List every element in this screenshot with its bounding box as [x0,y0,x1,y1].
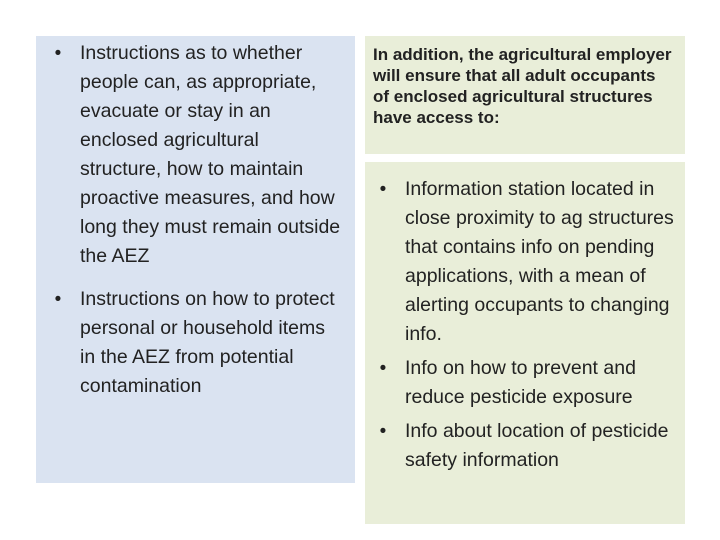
right-header-panel [365,36,685,154]
list-item-text: Info about location of pesticide safety information [405,420,669,471]
bullet-point: • [379,179,387,200]
list-item [371,417,677,475]
right-bullet-list [371,175,677,475]
list-item [46,39,341,271]
list-item [371,175,677,349]
list-item-text: Information station located in close proximity to ag structures that contains info on pending applications, with a mean of alerting occupants to changing info. [405,178,674,345]
bullet-point: • [54,289,62,310]
list-item-text: Instructions as to whether people can, as appropriate, evacuate or stay in an enclosed agricultural structure, how to maintain proactive measures, and how long they must remain outside the AEZ [80,42,341,267]
bullet-point: • [379,421,387,442]
right-access-panel [365,162,685,524]
employer-requirement-heading: In addition, the agricultural employer will ensure that all adult occupants of enclosed agricultural structures have access to: [373,45,672,127]
list-item [46,285,341,401]
list-item [371,354,677,412]
list-item-text: Instructions on how to protect personal or household items in the AEZ from potential contamination [80,288,335,397]
bullet-point: • [379,358,387,379]
list-item-text: Info on how to prevent and reduce pesticide exposure [405,357,636,408]
bullet-point: • [54,43,62,64]
left-instructions-panel [36,36,355,483]
left-bullet-list [46,39,341,401]
